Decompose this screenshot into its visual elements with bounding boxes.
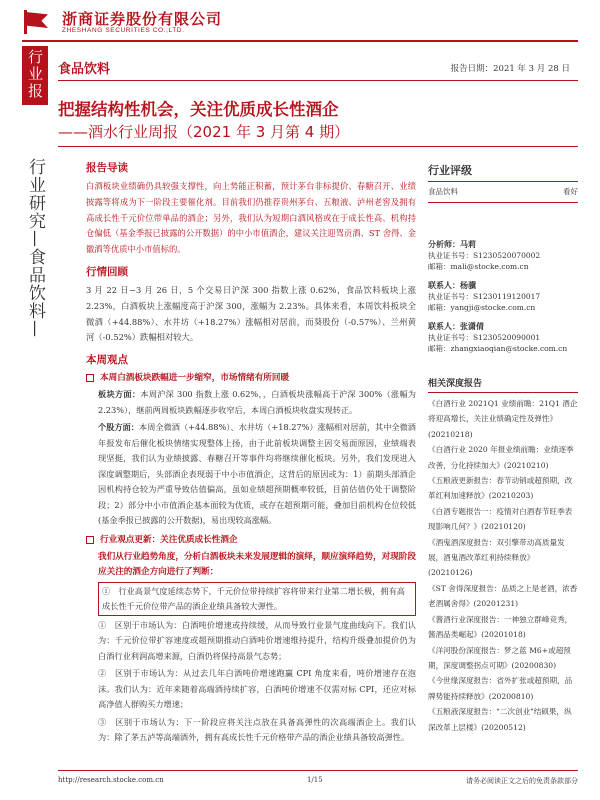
related-reports-list [428, 396, 578, 735]
list-item: ① 区别于市场认为：白酒吨价增速或持续缓，从而导致行业景气度曲线向下。我们认为：千元价位带扩容速度或超预期推动白酒吨价增速维持提升，结构升级叠加提价仍为白酒行业利润高增来源，白酒仍将保持高景气态势； [98, 619, 416, 661]
highlight-box: ① 行业高景气度延续态势下，千元价位带持续扩容将带来行业第二增长极，拥有高成长性千元价位带产品的酒企业绩具备较大弹性。 [98, 582, 416, 616]
related-report-item: 《洋河股份深度报告：梦之蓝 M6+或超预期，深度调整拐点可期》(20200830) [428, 645, 571, 670]
page-footer [58, 770, 578, 786]
report-date: 报告日期：2021 年 3 月 28 日 [450, 64, 570, 74]
review-text: 3 月 22 日~3 月 26 日，5 个交易日沪深 300 指数上涨 0.62%，食品饮料板块上涨 2.23%，白酒板块上涨幅度高于沪深 300，涨幅为 2.23%。具体来看，本周饮料板块全微酒（+44.88%）、水井坊（+18.27%）涨幅相对居前，而葵股份（-0.57%）、兰州黄河（-0.52%）跌幅相对较大。 [86, 284, 416, 343]
report-title: 把握结构性机会，关注优质成长性酒企 [58, 100, 339, 119]
logo-flag-icon [22, 10, 58, 34]
square-bullet-icon [86, 374, 94, 382]
title-divider [58, 146, 578, 147]
rating-industry: 食品饮料 [428, 187, 458, 196]
key-statement: 我们从行业趋势角度，分析白酒板块未来发展逻辑的演绎，顺应演绎趋势，对现阶段应关注的酒企方向进行了判断： [98, 551, 416, 577]
category-divider [58, 80, 578, 81]
analyst-list [428, 239, 578, 354]
related-report-item: 《白酒行业 2021Q1 业绩前瞻：21Q1 酒企将迎高增长，关注业绩确定性及弹性》(20210218) [428, 399, 578, 439]
side-vertical-label: 行业研究—食品饮料— [25, 158, 45, 338]
rating-row [428, 186, 578, 203]
footer-disclaimer: 请务必阅读正文之后的免责条款部分 [466, 777, 578, 785]
bullet-heading: 本周白酒板块跌幅进一步缩窄，市场情绪有所回暖 [98, 371, 416, 385]
report-type-badge: 行业报告 [22, 46, 48, 102]
bullet-heading: 行业观点更新：关注优质成长性酒企 [98, 533, 416, 547]
rating-title: 行业评级 [428, 162, 578, 182]
list-item: ③ 区别于市场认为：下一阶段应将关注点放在具备高弹性的次高端酒企上。我们认为：除了茅五泸等高端酒外，拥有高成长性千元价格带产品的酒企业绩具备较高弹性。 [98, 716, 416, 743]
side-divider [22, 102, 48, 105]
section-review-title: 行情回顾 [86, 265, 128, 278]
rating-value: 看好 [563, 187, 578, 196]
list-item: ② 区别于市场认为：从过去几年白酒吨价增速跑赢 CPI 角度来看，吨价增速存在泡沫。我们认为：近年来随着高端酒持续扩容，白酒吨价增速不仅需对标 CPI，还应对标高净值人群购买力增速； [98, 668, 416, 710]
paragraph-sector: 板块方面：本周沪深 300 指数上涨 0.62%，，白酒板块涨幅高于沪深 300%（涨幅为 2.23%），继前两周板块跌幅逐步收窄后，本周白酒板块收盘实现转正。 [98, 389, 416, 415]
analyst-card: 联系人：张潇倩 执业证书号：S1230520090001 邮箱：zhangxiaoqian@stocke.com.cn [428, 322, 568, 353]
related-report-item: 《ST 舍得深度报告：品质之上是老酒，浓香老酒属舍得》(20201231) [428, 583, 578, 609]
analyst-card: 分析师：马莉 执业证书号：S1230520070002 邮箱：mali@stocke.com.cn [428, 240, 541, 271]
related-report-item: 《白酒行业 2020 年报业绩前瞻：业绩逐季改善，分化持续加大》(20210210) [428, 445, 574, 470]
page-number: 1/15 [306, 776, 323, 784]
related-report-item: 《白酒专题报告一：疫情对白酒春节旺季表现影响几何？》(20210120) [428, 506, 573, 532]
analyst-card: 联系人：杨骥 执业证书号：S1230119120017 邮箱：yangji@stocke.com.cn [428, 281, 541, 312]
company-name-cn: 浙商证券股份有限公司 [62, 9, 223, 28]
related-report-item: 《今世缘深度报告：省外扩张或超预期，品牌势能持续释放》(20200810) [428, 676, 573, 701]
company-name-en: ZHESHANG SECURITIES CO.,LTD. [62, 26, 185, 34]
report-subtitle: ——酒水行业周报（2021 年 3 月第 4 期） [58, 123, 350, 141]
related-report-item: 《五粮液深度报告："二次创业"结硕果，纵深改革上层楼》(20200512) [428, 707, 572, 732]
main-content [86, 160, 416, 746]
header-divider [22, 40, 578, 42]
related-report-item: 《五粮液更新报告：春节动销或超预期，改革红利加速释放》(20210203) [428, 476, 573, 501]
sidebar [428, 162, 578, 735]
square-bullet-icon [86, 536, 94, 544]
footer-url[interactable]: http://research.stocke.com.cn [58, 776, 164, 784]
related-report-item: 《酒鬼酒深度报告：双引擎带动高质量发展，酒鬼酒改革红利持续释放》(20210126) [428, 537, 565, 578]
paragraph-stocks: 个股方面：本周全微酒（+44.88%）、水井坊（+18.27%）涨幅相对居前，其中全微酒年报发布后催化板块情绪实现整体上扬，由于此前板块调整主因交易面原因，业绩端表现坚挺，我们认为业绩披露、春糖召开等事件均将继续催化板块。另外，我们发现进入深度调整期后，头部酒企表现弱于中小市值酒企，这背后的原因或为：1）前期头部酒企因机构持仓较为严重导致估值偏高，虽如业绩超预期概率较低，目前估值仍处于调整阶段；2）部分中小市值酒企基本面较为优质，或存在超预期可能，叠加目前机构仓位较低(基金季报已披露的公开数据)，易出现较高涨幅。 [98, 422, 416, 526]
company-logo [22, 10, 222, 34]
related-report-item: 《酱酒行业深度报告：一神独立群峰竞秀，酱酒品类崛起》(20201018) [428, 614, 573, 640]
industry-category: 食品饮料 [58, 62, 111, 77]
section-guide-title: 报告导读 [86, 162, 128, 174]
guide-text: 白酒板块业绩确仍具较强支撑性，向上势能正积蓄，预计茅台非标提价、春糖召开、业绩披露等将成为下一阶段主要催化剂。目前我们仍推荐贵州茅台、五粮液、泸州老窖及拥有高成长性千元价位带单品的酒企；另外，我们认为短期白酒风格或在于成长性高、机构持仓偏低（基金季报已披露的公开数据）的中小市值酒企，建议关注迎驾贡酒、ST 舍得、金徽酒等优质中小市值标的。 [86, 181, 416, 255]
related-reports-title: 相关深度报告 [428, 376, 578, 393]
section-view-title: 本周观点 [86, 354, 128, 367]
